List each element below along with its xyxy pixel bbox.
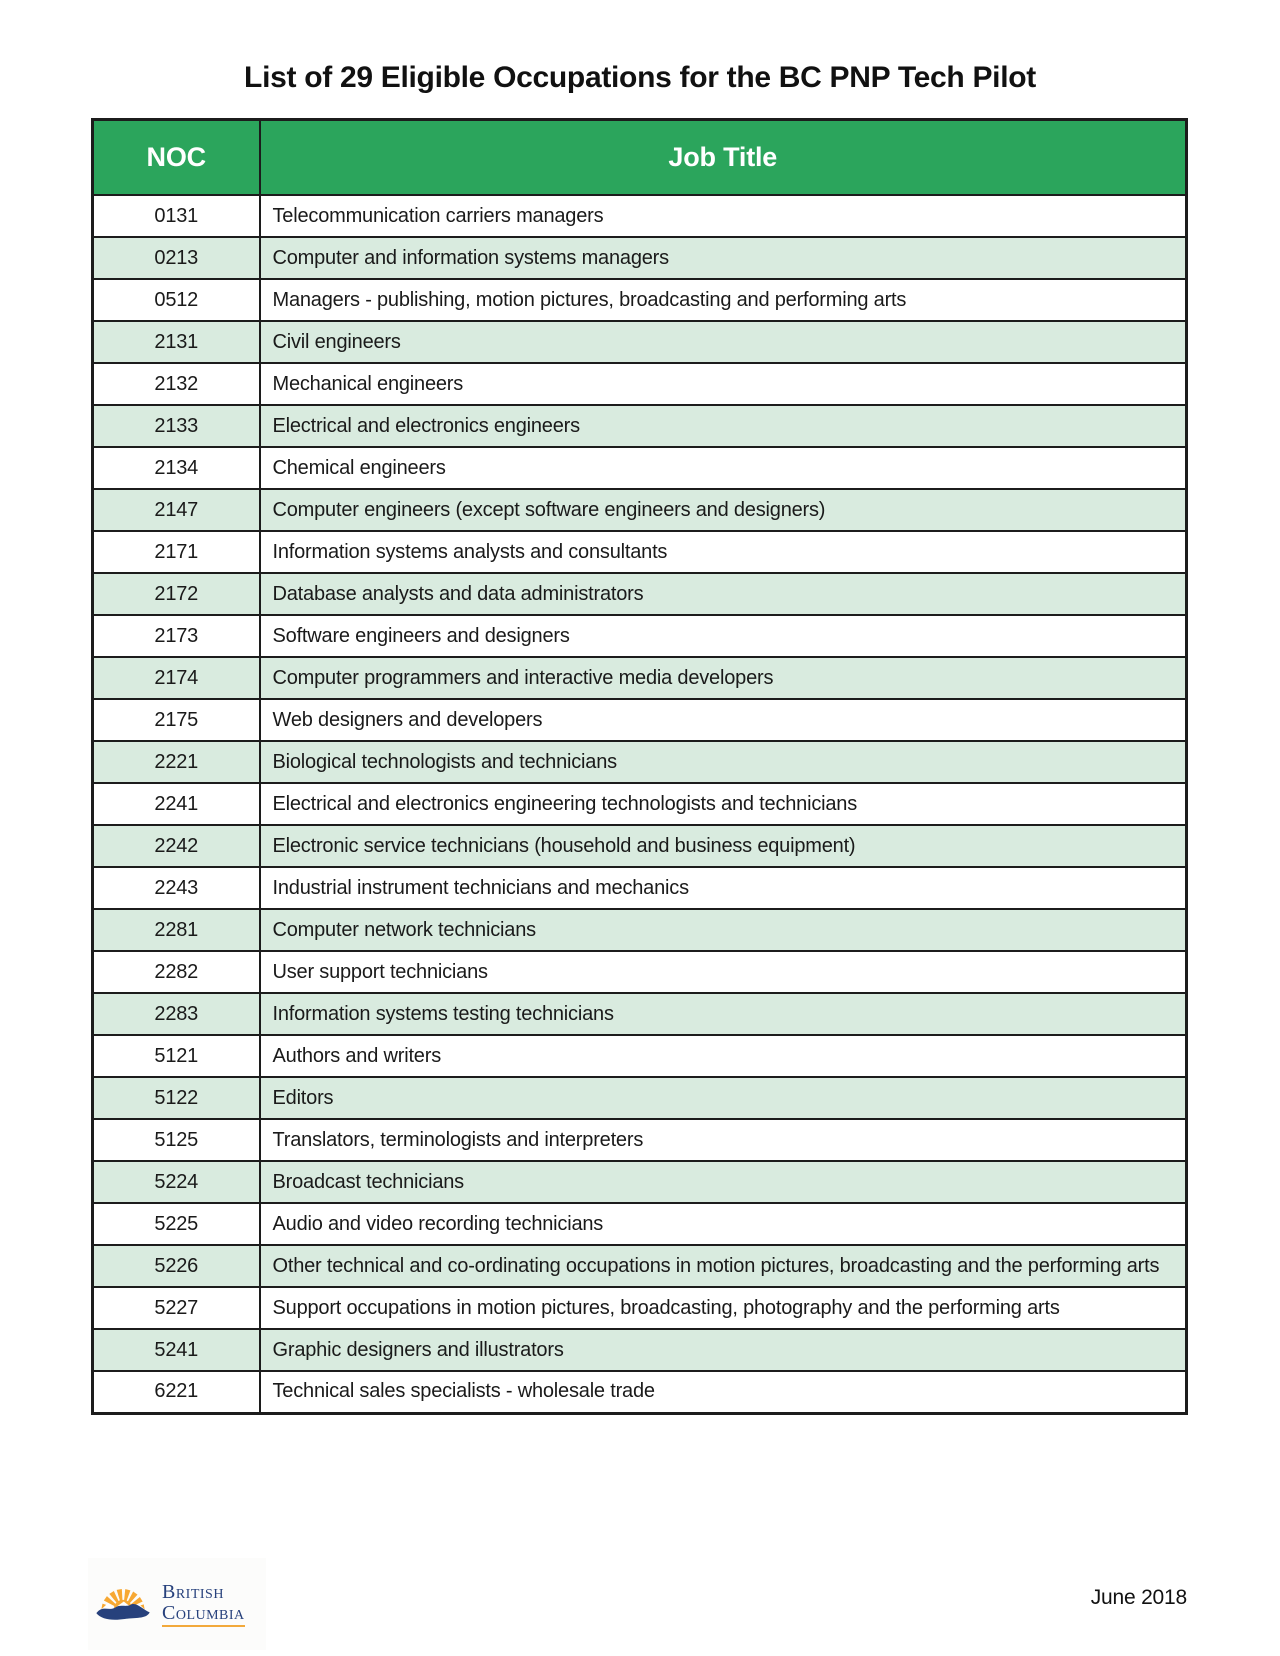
table-row	[93, 1245, 1187, 1287]
job-title-cell: Computer network technicians	[260, 909, 1187, 951]
job-title-column-header: Job Title	[260, 120, 1187, 196]
job-title-cell: Electrical and electronics engineering technologists and technicians	[260, 783, 1187, 825]
noc-cell: 2175	[93, 699, 260, 741]
table-row	[93, 573, 1187, 615]
table-row	[93, 363, 1187, 405]
table-row	[93, 195, 1187, 237]
bc-logo-wordmark	[162, 1582, 245, 1627]
table-row	[93, 909, 1187, 951]
noc-cell: 2242	[93, 825, 260, 867]
job-title-cell: Authors and writers	[260, 1035, 1187, 1077]
job-title-cell: Computer and information systems managers	[260, 237, 1187, 279]
date-label: June 2018	[1090, 1586, 1187, 1609]
bc-logo-line1: British	[162, 1580, 224, 1603]
bc-sunrise-icon	[88, 1569, 158, 1639]
table-row	[93, 405, 1187, 447]
noc-cell: 2172	[93, 573, 260, 615]
table-row	[93, 1035, 1187, 1077]
job-title-cell: Telecommunication carriers managers	[260, 195, 1187, 237]
noc-cell: 5226	[93, 1245, 260, 1287]
table-row	[93, 1119, 1187, 1161]
job-title-cell: Information systems testing technicians	[260, 993, 1187, 1035]
noc-cell: 0131	[93, 195, 260, 237]
table-row	[93, 825, 1187, 867]
table-row	[93, 741, 1187, 783]
job-title-cell: Managers - publishing, motion pictures, broadcasting and performing arts	[260, 279, 1187, 321]
table-row	[93, 237, 1187, 279]
occupations-table	[91, 118, 1188, 1415]
table-row	[93, 531, 1187, 573]
table-row	[93, 279, 1187, 321]
noc-cell: 5125	[93, 1119, 260, 1161]
job-title-cell: Industrial instrument technicians and mechanics	[260, 867, 1187, 909]
job-title-cell: Graphic designers and illustrators	[260, 1329, 1187, 1371]
job-title-cell: Audio and video recording technicians	[260, 1203, 1187, 1245]
noc-cell: 0512	[93, 279, 260, 321]
job-title-cell: Computer programmers and interactive media developers	[260, 657, 1187, 699]
job-title-cell: Translators, terminologists and interpreters	[260, 1119, 1187, 1161]
job-title-cell: Civil engineers	[260, 321, 1187, 363]
table-row	[93, 1371, 1187, 1413]
table-row	[93, 615, 1187, 657]
noc-cell: 2282	[93, 951, 260, 993]
noc-cell: 0213	[93, 237, 260, 279]
table-row	[93, 951, 1187, 993]
table-row	[93, 1203, 1187, 1245]
table-row	[93, 867, 1187, 909]
job-title-cell: Database analysts and data administrators	[260, 573, 1187, 615]
page-title: List of 29 Eligible Occupations for the BC PNP Tech Pilot	[244, 61, 1036, 94]
noc-column-header: NOC	[93, 120, 260, 196]
table-row	[93, 1287, 1187, 1329]
table-row	[93, 489, 1187, 531]
job-title-cell: Editors	[260, 1077, 1187, 1119]
noc-cell: 2132	[93, 363, 260, 405]
job-title-cell: Computer engineers (except software engineers and designers)	[260, 489, 1187, 531]
noc-cell: 5225	[93, 1203, 260, 1245]
job-title-cell: Chemical engineers	[260, 447, 1187, 489]
job-title-cell: Support occupations in motion pictures, broadcasting, photography and the performing arts	[260, 1287, 1187, 1329]
noc-cell: 5241	[93, 1329, 260, 1371]
noc-cell: 2171	[93, 531, 260, 573]
table-header-row	[93, 120, 1187, 196]
table-body	[93, 195, 1187, 1413]
noc-cell: 5224	[93, 1161, 260, 1203]
noc-cell: 5122	[93, 1077, 260, 1119]
noc-cell: 2241	[93, 783, 260, 825]
job-title-cell: Web designers and developers	[260, 699, 1187, 741]
noc-cell: 2131	[93, 321, 260, 363]
job-title-cell: Electrical and electronics engineers	[260, 405, 1187, 447]
job-title-cell: Information systems analysts and consultants	[260, 531, 1187, 573]
job-title-cell: Other technical and co-ordinating occupations in motion pictures, broadcasting and the performing arts	[260, 1245, 1187, 1287]
table-row	[93, 1161, 1187, 1203]
noc-cell: 2133	[93, 405, 260, 447]
noc-cell: 2281	[93, 909, 260, 951]
job-title-cell: Technical sales specialists - wholesale trade	[260, 1371, 1187, 1413]
noc-cell: 2134	[93, 447, 260, 489]
table-row	[93, 1077, 1187, 1119]
table-row	[93, 783, 1187, 825]
job-title-cell: Biological technologists and technicians	[260, 741, 1187, 783]
noc-cell: 2243	[93, 867, 260, 909]
job-title-cell: User support technicians	[260, 951, 1187, 993]
table-row	[93, 1329, 1187, 1371]
job-title-cell: Software engineers and designers	[260, 615, 1187, 657]
table-row	[93, 321, 1187, 363]
table-row	[93, 657, 1187, 699]
noc-cell: 6221	[93, 1371, 260, 1413]
noc-cell: 2174	[93, 657, 260, 699]
noc-cell: 5121	[93, 1035, 260, 1077]
job-title-cell: Mechanical engineers	[260, 363, 1187, 405]
bc-logo-line2: Columbia	[162, 1603, 245, 1627]
noc-cell: 5227	[93, 1287, 260, 1329]
bc-government-logo	[88, 1558, 266, 1650]
noc-cell: 2283	[93, 993, 260, 1035]
table-row	[93, 993, 1187, 1035]
table-row	[93, 699, 1187, 741]
job-title-cell: Electronic service technicians (household and business equipment)	[260, 825, 1187, 867]
noc-cell: 2173	[93, 615, 260, 657]
job-title-cell: Broadcast technicians	[260, 1161, 1187, 1203]
noc-cell: 2221	[93, 741, 260, 783]
table-row	[93, 447, 1187, 489]
noc-cell: 2147	[93, 489, 260, 531]
